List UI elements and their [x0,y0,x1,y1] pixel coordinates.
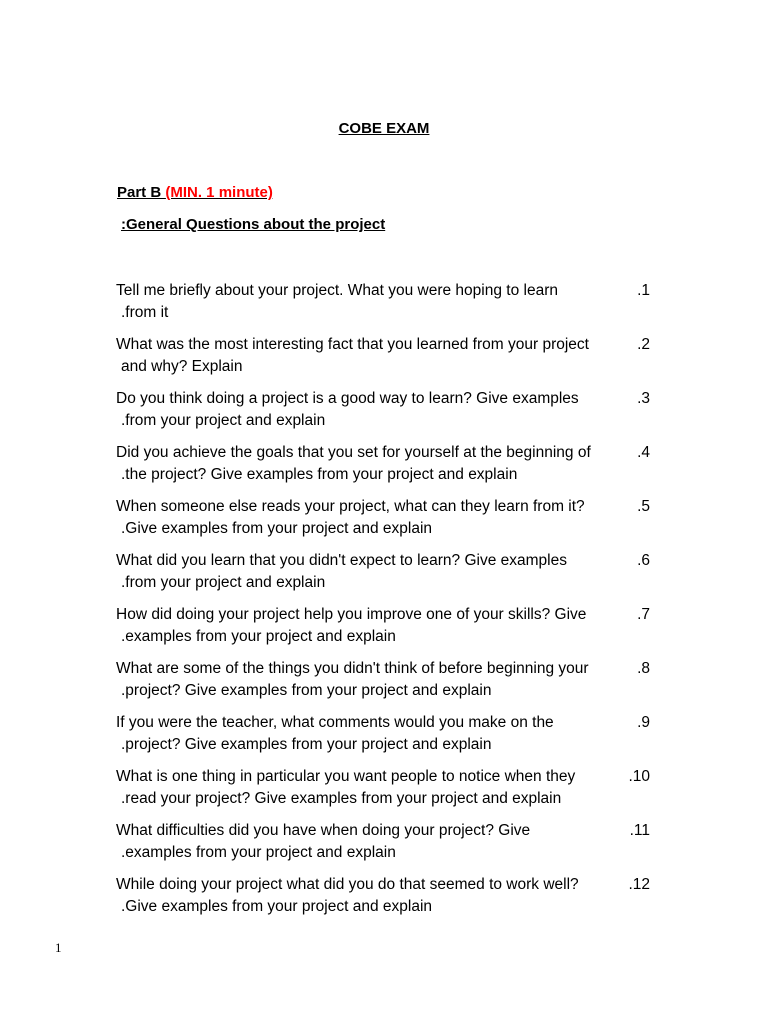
question-item [116,280,656,334]
part-label: Part B [117,184,166,201]
question-number: .3 [637,390,650,407]
question-first-line [116,820,656,842]
question-continuation: .examples from your project and explain [121,628,396,645]
question-first-line [116,712,656,734]
question-number: .8 [637,660,650,677]
question-continuation: and why? Explain [121,358,243,375]
question-number: .9 [637,714,650,731]
question-continuation: .from your project and explain [121,412,326,429]
question-number: .2 [637,336,650,353]
question-item [116,388,656,442]
question-number: .12 [628,876,650,893]
question-text: If you were the teacher, what comments would you make on the [116,714,554,731]
question-text: Tell me briefly about your project. What you were hoping to learn [116,282,558,299]
page-title: COBE EXAM [338,120,430,137]
question-continuation: .examples from your project and explain [121,844,396,861]
section-heading: :General Questions about the project [121,216,386,233]
question-first-line [116,496,656,518]
question-continuation: .project? Give examples from your project and explain [121,736,492,753]
question-text: Do you think doing a project is a good way to learn? Give examples [116,390,579,407]
question-first-line [116,442,656,464]
question-number: .11 [629,822,650,839]
question-number: .6 [637,552,650,569]
question-first-line [116,604,656,626]
question-item [116,712,656,766]
question-item [116,334,656,388]
question-first-line [116,550,656,572]
question-text: What are some of the things you didn't think of before beginning your [116,660,589,677]
question-number: .4 [637,444,650,461]
question-text: Did you achieve the goals that you set for yourself at the beginning of [116,444,591,461]
question-number: .1 [637,282,650,299]
question-item [116,874,656,928]
question-first-line [116,280,656,302]
question-list [116,280,656,928]
question-continuation: .from it [121,304,169,321]
question-continuation: .from your project and explain [121,574,326,591]
question-first-line [116,334,656,356]
question-continuation: .Give examples from your project and explain [121,898,433,915]
question-item [116,766,656,820]
question-text: What is one thing in particular you want people to notice when they [116,768,576,785]
question-item [116,604,656,658]
question-first-line [116,388,656,410]
question-item [116,442,656,496]
question-continuation: .Give examples from your project and explain [121,520,433,537]
question-text: What difficulties did you have when doing your project? Give [116,822,531,839]
question-first-line [116,874,656,896]
question-number: .7 [637,606,650,623]
question-continuation: .the project? Give examples from your project and explain [121,466,518,483]
question-text: What was the most interesting fact that you learned from your project [116,336,589,353]
time-note: (MIN. 1 minute) [165,184,273,201]
question-continuation: .read your project? Give examples from your project and explain [121,790,562,807]
question-item [116,550,656,604]
question-first-line [116,658,656,680]
question-text: What did you learn that you didn't expect to learn? Give examples [116,552,567,569]
question-continuation: .project? Give examples from your project and explain [121,682,492,699]
question-item [116,496,656,550]
question-item [116,820,656,874]
question-item [116,658,656,712]
question-text: While doing your project what did you do that seemed to work well? [116,876,579,893]
question-text: How did doing your project help you improve one of your skills? Give [116,606,587,623]
question-number: .5 [637,498,650,515]
page-number: 1 [55,940,62,955]
part-heading [117,184,273,201]
question-number: .10 [628,768,650,785]
question-first-line [116,766,656,788]
question-text: When someone else reads your project, what can they learn from it? [116,498,585,515]
